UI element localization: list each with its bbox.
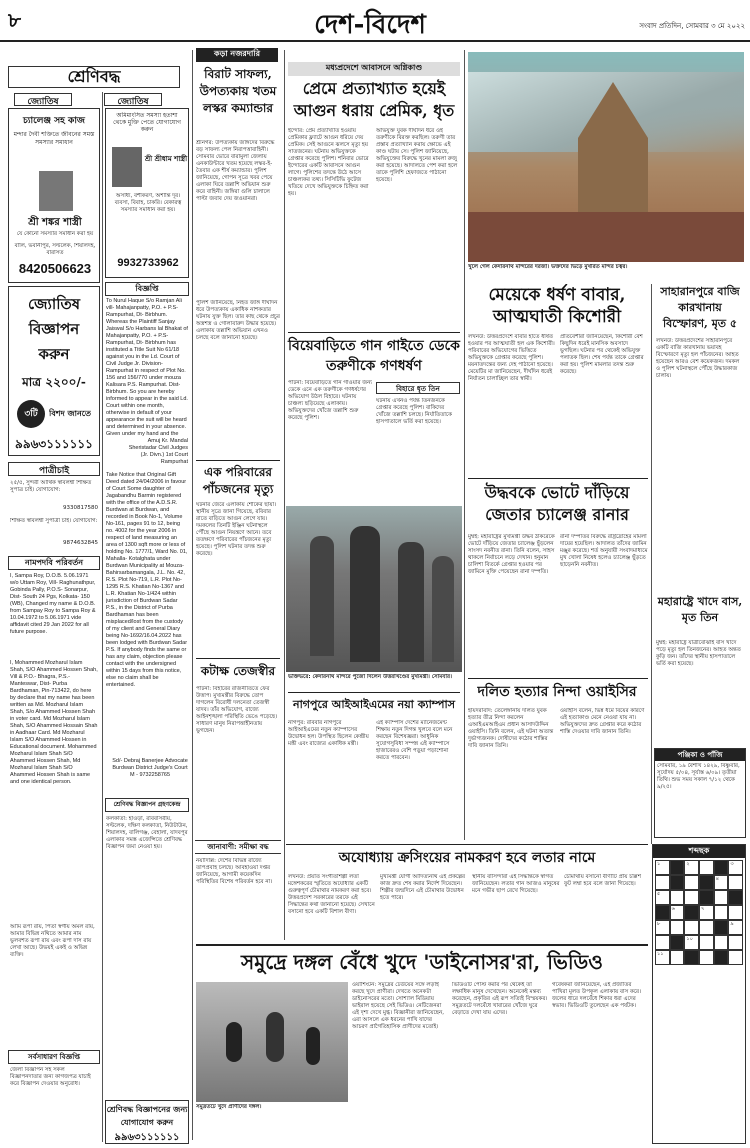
jnv-label: জানাবাণী: সমীক্ষা বদ্ধ xyxy=(195,840,281,854)
photo-bird-3 xyxy=(306,1027,320,1065)
ad1-top: চ্যালেঞ্জ সহ কাজ xyxy=(23,116,85,126)
bihar-label: বিহারে ধৃত তিন xyxy=(376,382,460,394)
col3-rule-2 xyxy=(196,658,280,659)
panjika-text: সোমবার, ১৯ বৈশাখ ১৪২৯, বিষ্ণুবার, সূর্যোদয় ৫/০৪, সূর্যাস্ত ৬/০৯। তৃতীয়া তিথি। শুভ সময় সকাল ৭/১২ থেকে ৯/২৫। xyxy=(657,763,740,790)
right-headline-5: দলিত হত্যার নিন্দা ওয়াইসির xyxy=(477,684,637,700)
astro-ad-photo xyxy=(112,147,142,187)
notice-label: সর্বসাধারণ বিজ্ঞপ্তি xyxy=(8,1050,100,1064)
classifieds-title: শ্রেণিবদ্ধ xyxy=(67,67,121,86)
ayodhya-text-b: মুখ্যমন্ত্রী যোগী আদিত্যনাথ এই প্রকল্পের কাজ দ্রুত শেষ করার নির্দেশ দিয়েছেন। শিল্পীর জন্মদিনে এই চৌমাথার উদ্বোধন হতে পারে। xyxy=(380,874,466,901)
col4-text-2b: ঘটনায় এখনও পর্যন্ত তিনজনকে গ্রেপ্তার করেছে পুলিশ। বাকিদের খোঁজে তল্লাশি চলছে। নির্যাতিতাকে হাসপাতালে ভর্তি করা হয়েছে। xyxy=(376,398,452,425)
photo-figure-1 xyxy=(310,536,334,656)
photo-crowd xyxy=(468,212,744,262)
bigyapti-label: বিজ্ঞপ্তি xyxy=(105,282,189,296)
ayodhya-text: লখনউ: প্রয়াত সংগীতশিল্পী লতা মঙ্গেশকরের স্মৃতিতে অযোধ্যার একটি গুরুত্বপূর্ণ চৌমাথার নামকরণ করা হবে। উত্তরপ্রদেশ সরকারের তরফে এই সিদ্ধান্তের কথা জানানো হয়েছে। সেখানে বসানো হবে একটি বিশাল বীণা। xyxy=(288,874,375,915)
right-text-3b: রানা দম্পতির বিরুদ্ধে রাষ্ট্রদ্রোহের মামলা দায়ের হয়েছিল। আদালত তাঁদের জামিন মঞ্জুর করেছে। শর্ত অনুযায়ী সংবাদমাধ্যমে মুখ খোলা নিষেধ হলেও চ্যালেঞ্জ ছুঁড়তে ছাড়েননি নবনীত। xyxy=(560,534,648,568)
dateline: সংবাদ প্রতিদিন, সোমবার ৩ মে ২০২২ xyxy=(639,22,745,30)
classifieds-banner xyxy=(8,66,180,88)
crossword-grid: ১ ২ ৩ ৪ ৫ ৬ ৭ ৮ ৯ ১০ ১১ xyxy=(655,860,743,965)
right-text-1: লখনউ: উত্তরপ্রদেশে বাবার হাতে ধর্ষিত হওয়ার পর আত্মঘাতী হল এক কিশোরী। পরিবারের অভিযোগের ভিত্তিতে অভিযুক্তকে গ্রেপ্তার করেছে পুলিশ। ময়নাতদন্তের জন্য দেহ পাঠানো হয়েছে। মেয়েটির মা জানিয়েছেন, দীর্ঘদিন ধরেই নির্যাতন চালাচ্ছিল তার স্বামী। xyxy=(468,334,555,382)
patra-text-1: ২৫/৫, সুন্দরী আর্থিক স্বাবলম্বী শিক্ষিত সুপাত্র চাই। যোগাযোগ: xyxy=(10,480,92,493)
astro-label-2: জ্যোতিষ xyxy=(104,93,162,106)
patra-text-2: শিক্ষিত স্বাবলম্বী সুপাত্রী চাই। যোগাযোগ: xyxy=(10,518,98,524)
photo-bird-2 xyxy=(266,1012,284,1062)
right-headline-4: মহারাষ্ট্রে খাদে বাস, মৃত তিন xyxy=(657,595,743,624)
kaksha-label: কড়া নজরদারি xyxy=(196,48,278,62)
ad2-phone: ৯৯৬৩১১১১১১ xyxy=(15,437,93,451)
bottom-photo xyxy=(196,982,348,1102)
name-change-label: নামপদবি পরিবর্তন xyxy=(8,556,100,570)
ayodhya-headline: অযোধ্যায় ক্রসিংয়ের নামকরণ হবে লতার নামে xyxy=(338,850,596,866)
ad1-address: বালি, ভবানীপুর, সল্টলেক, শিয়ালদহ, বারাসত xyxy=(14,243,96,256)
left-divider xyxy=(102,92,103,1142)
astro-ad-shridham xyxy=(105,108,189,278)
ad2-badge: ৩টি xyxy=(17,400,45,428)
ad1-foot: যে কোনো সমস্যার সমাধান করা হয় xyxy=(16,231,94,237)
ayodhya-rule-top xyxy=(286,844,648,845)
panjika-label: পঞ্জিকা ও পাঁজি xyxy=(655,749,745,761)
tender-sign: Sd/- Debraj Banerjee Advocate Burdwan District Judge's Court M - 9732258765 xyxy=(112,758,188,778)
col3-text-1b: পুলিশ জানিয়েছে, নিহত জঙ্গি দীর্ঘদিন ধরে উপত্যকায় একাধিক নাশকতার ঘটনায় যুক্ত ছিল। তার কাছ থেকে প্রচুর অস্ত্রশস্ত্র ও গোলাবারুদ উদ্ধার হয়েছে। এলাকায় তল্লাশি অভিযান এখনও চলছে বলে জানানো হয়েছে। xyxy=(196,300,280,341)
notice-text: জেলা বিজ্ঞাপন সহ সকল বিজ্ঞাপনদাতার জন্য কাগজপত্র যাচাই করে বিজ্ঞাপন দেওয়ার অনুরোধ। xyxy=(10,1067,91,1087)
right-text-5b: ওয়াইসি বলেন, ভিন্ন ধর্মে বিয়ের কারণে এই হত্যাকাণ্ড মেনে নেওয়া যায় না। অভিযুক্তদের দ্রুত গ্রেপ্তার করে কঠোর শাস্তি দেওয়ার দাবি জানান তিনি। xyxy=(560,708,645,735)
col4-divider xyxy=(464,50,465,840)
tender-text: Take Notice that Original Gift Deed dated 24/04/2006 in favour of Court Some daughter of Jagabandhu Barmin registered with the office of the A.D.S.R. Burdwan at Burdwan, and recorded in Book No-1, Volume No-161, pages 91 to 12, being no. 4002 for the year 2006 in respect of land measuring an area of 1300 sqft more or less of holding No. 1777/1, Ward No. 01, Mahalla- Kotalghata under Burdwan Municipality at Mouza- Bahirsarbamangala, J.L. No. 42, R.S. Plot No-719, L.R. Plot No-1295 R.S. Khatian No-1367 and L.R. Khatian No-1/424 within jurisdiction of Burdwan Sadar P.S., in the District of Purba Bardhaman has been misplaced/lost from the custody of my client and General Diary being No-1692/16.04.2022 has been lodged with Burdwan Sadar P.S. If anybody finds the same or has any claim, objection please contact with the undersigned within 15 days from this notice, else no claim shall be entertained. xyxy=(106,472,188,688)
right-headline-1: মেয়েকে ধর্ষণ বাবার, আত্মঘাতী কিশোরী xyxy=(488,285,626,327)
section-title: দেশ-বিদেশ xyxy=(314,10,426,36)
name-change-text-2: I, Mohammed Mozharul Islam Shah, S/O Ahammed Hossen Shah, Vill & P.O.- Bhagra, P.S.- Manteswar, Dist- Purba Bardhaman, Pin-713422, do here by declare that my name has been written as Md. Mozharul Islam Shah, S/o Ahammed Hossen Shah in voter card. Md Mozharul Islam Shah, S/O Ahammed Hossain Shah in Aadhaar Card. Md Mozharul Islam S/O Ahammed Hossen in Educational document. Mohammed Mozharul Islam Shah S/O Ahammed Hossen Shah, Md Mozharul Islam Shah S/O Ahammed Hossen Shah is same and one identical person. xyxy=(10,660,98,785)
patra-label: পাত্রীচাই xyxy=(8,462,100,476)
col4-text-2: পাটনা: বিয়েবাড়িতে গান গাওয়ার জন্য ডেকে এনে এক তরুণীকে গণধর্ষণের অভিযোগ উঠল বিহারে। ঘটনায় চাঞ্চল্য ছড়িয়েছে এলাকায়। অভিযুক্তদের খোঁজে তল্লাশি শুরু করেছে পুলিশ। xyxy=(288,380,372,421)
right-rule-1 xyxy=(468,478,648,479)
crossword-label: শব্দছক xyxy=(653,845,745,858)
col4-rule-2 xyxy=(288,692,460,693)
temple-caption: খুলে গেল কেদারনাথ মন্দিরের দরজা। ভক্তদের ভিড়ে মুখরিত মন্দির চত্বর। xyxy=(468,264,628,270)
astro-ad-desc: অসাধ্য, বশীকরণ, অশান্তি দূর। ব্যবসা, বিবাহ, চাকরি। বেকারত্ব সমস্যার সমাধান করা হয়। xyxy=(114,193,182,213)
right-text-5: হায়দরাবাদ: তেলেঙ্গানায় দলিত যুবক হত্যার তীব্র নিন্দা করলেন এআইএমআইএম প্রধান আসাদউদ্দিন ওয়াইসি। তিনি বলেন, এই ঘটনা অত্যন্ত দুর্ভাগ্যজনক। দোষীদের কঠোর শাস্তির দাবি জানান তিনি। xyxy=(468,708,554,749)
jnv-text: নয়াদিল্লি: দেশের বিভিন্ন রাজ্যে তাপপ্রবাহ চলছে। আবহাওয়া দপ্তর জানিয়েছে, আগামী কয়েকদিন পরিস্থিতির বিশেষ পরিবর্তন হবে না। xyxy=(196,858,273,885)
kedarnath-caption: ভক্তিভরে: কেদারনাথ মন্দিরে পুজো দিলেন উত্তরাখণ্ডের মুখ্যমন্ত্রী। সোমবার। xyxy=(288,674,452,680)
right-text-4: মুম্বই: মহারাষ্ট্রে যাত্রীবোঝাই বাস খাদে পড়ে মৃত্যু হল তিনজনের। আহত অন্তত কুড়ি জন। তাঁদের স্থানীয় হাসপাতালে ভর্তি করা হয়েছে। xyxy=(656,640,741,667)
col4-headline-3: নাগপুরে আইআইএমের নয়া ক্যাম্পাস xyxy=(293,698,455,711)
header-rule xyxy=(0,40,750,42)
ad1-name: শ্রী শঙ্কর শাস্ত্রী xyxy=(28,217,82,228)
right-inner-divider xyxy=(651,284,652,844)
name-change-text-3: আমি রূপা রায়, পিতা স্বর্গীয় অমল রায়, আমার বিভিন্ন নথিতে আমার নাম ভুলবশত রূপা রায় এবং রূপা দাস রায় লেখা আছে। উভয়ই একই ও অভিন্ন ব্যক্তি। xyxy=(10,924,95,958)
col4-body-b: অভিযুক্ত যুবক দীর্ঘদিন ধরে ওই তরুণীকে বিরক্ত করছিল। তরুণী তার প্রস্তাব প্রত্যাখ্যান করায় ক্ষোভে এই কাণ্ড ঘটায় সে। পুলিশ জানিয়েছে, অভিযুক্তের বিরুদ্ধে খুনের মামলা রুজু করা হয়েছে। আদালতে পেশ করা হলে তাকে পুলিশি হেফাজতে পাঠানো হয়েছে। xyxy=(376,128,458,183)
astro-ad-phone: 9932733962 xyxy=(117,257,179,269)
col3-headline-2: এক পরিবারের পাঁচজনের মৃত্যু xyxy=(202,465,274,496)
page-number: ৮ xyxy=(8,8,21,32)
col2-divider xyxy=(192,50,193,1140)
col4-rule-1 xyxy=(288,332,460,333)
col4-text-3b: এই ক্যাম্পাস দেশের ম্যানেজমেন্ট শিক্ষায় নতুন দিগন্ত খুলবে বলে মনে করছেন বিশেষজ্ঞরা। আধুনিক সুযোগসুবিধা সম্পন্ন এই ক্যাম্পাসে হাজারেরও বেশি পড়ুয়া পড়াশোনা করতে পারবেন। xyxy=(376,720,453,761)
right-text-1b: প্রতিবেশীরা জানিয়েছেন, কিশোরী বেশ কিছুদিন ধরেই মানসিক অবসাদে ভুগছিল। ঘটনার পর থেকেই অভিযুক্ত পলাতক ছিল। শেষ পর্যন্ত তাকে গ্রেপ্তার করা হয়। পুলিশ মামলার তদন্ত শুরু করেছে। xyxy=(560,334,644,375)
col3-text-1: শ্রীনগর: উপত্যকায় জঙ্গিদের বিরুদ্ধে বড় সাফল্য পেল নিরাপত্তাবাহিনী। সোমবার ভোরে বারামুলা জেলায় এনকাউন্টারে খতম হয়েছে লস্কর-ই-তৈবার এক শীর্ষ কম্যান্ডার। পুলিশ জানিয়েছে, গোপন সূত্রে খবর পেয়ে এলাকা ঘিরে তল্লাশি অভিযান শুরু করে বাহিনী। জঙ্গিরা গুলি চালালে পাল্টা জবাব দেয় জওয়ানরা। xyxy=(196,140,275,202)
ad2-line1: জ্যোতিষ xyxy=(27,295,81,313)
ayodhya-text-c: স্থানীয় বাসিন্দারা এই সিদ্ধান্তকে স্বাগত জানিয়েছেন। লতার গান আজও মানুষের মনে গভীর ছাপ রেখে গিয়েছে। xyxy=(472,874,560,894)
ad2-line2: বিজ্ঞাপন xyxy=(28,320,80,338)
col3-rule-1 xyxy=(196,460,280,461)
astro-ad-name: শ্রী শ্রীধাম শাস্ত্রী xyxy=(144,154,188,163)
bottom-rule xyxy=(196,944,648,946)
col3-text-3: পাটনা: বিহারের রাজনীতিতে ফের উত্তাপ। মুখ্যমন্ত্রীর বিরুদ্ধে তোপ দাগলেন বিরোধী দলনেতা তেজস্বী যাদব। তাঁর অভিযোগ, রাজ্যে আইনশৃঙ্খলা পরিস্থিতি ভেঙে পড়েছে। সাধারণ মানুষ নিরাপত্তাহীনতায় ভুগছেন। xyxy=(196,686,278,734)
ayodhya-text-d: চৌমাথায় বসানো বীণাটি প্রায় চল্লিশ ফুট লম্বা হবে বলে জানা গিয়েছে। xyxy=(564,874,641,887)
ad1-photo xyxy=(39,171,73,211)
right-text-3: মুম্বই: মহারাষ্ট্রের মুখ্যমন্ত্রী উদ্ধব ঠাকরেকে ভোটে দাঁড়িয়ে জেতার চ্যালেঞ্জ ছুঁড়লেন সাংসদ নবনীত রানা। তিনি বলেন, সাহস থাকলে নির্বাচনে লড়ে দেখান। হনুমান চালিশা বিতর্কে গ্রেপ্তার হওয়ার পর জামিনে মুক্তি পেয়েছেন রানা দম্পতি। xyxy=(468,534,555,575)
astro-ad-shankar xyxy=(8,108,100,283)
photo-bird-1 xyxy=(226,1022,242,1062)
col3-divider xyxy=(284,50,285,940)
right-headline-2: সাহারানপুরে বাজি কারখানায় বিস্ফোরণ, মৃত ৫ xyxy=(660,285,740,330)
crossword-box xyxy=(652,844,746,1144)
patra-phone-1: 9330817580 xyxy=(63,505,98,511)
page-header xyxy=(0,0,750,40)
right-rule-2 xyxy=(468,678,648,679)
legal-sign: Amuj Kr. Mandal Sheristadar Civil Judges (Jr. Divn.) 1st Court Rampurhat xyxy=(128,438,188,465)
astro-ad-text: অমিমাংসিত সমস্যা হতাশা থেকে মুক্তি পেতে যোগাযোগ করুন xyxy=(113,112,181,133)
bottom-body: ওয়াশিংটন: সমুদ্রের ঢেউয়ের সঙ্গে লড়াই করছে খুদে প্রাণীরা। দেখতে অনেকটা ডাইনোসরের মতো। সোশ্যাল মিডিয়ায় ভাইরাল হয়েছে সেই ভিডিও। নেটিজেনরা এই দৃশ্য দেখে মুগ্ধ। বিজ্ঞানীরা জানিয়েছেন, এরা আসলে এক ধরনের পাখি যাদের আচরণ প্রাগৈতিহাসিক প্রাণীদের মতোই। xyxy=(352,982,445,1030)
name-change-text-1: I, Sampa Roy, D.O.B. 5.06.1971 w/o Uttam Roy, Vill- Raghunathpur, Gobinda Pally, P.O.S- Sonarpur, Dist- South 24 Pgs, Kolkata- 150 (WB), Changed my name & D.O.B. from Sampay Roy to Sampa Roy & 10.04.1972 to 5.06.1971 vide affidavit cited 29 Jan 2022 for all future purpose. xyxy=(10,573,96,635)
footer-ad-2-text: শ্রেণিবদ্ধ বিজ্ঞাপনের জন্য যোগাযোগ করুন xyxy=(106,1104,188,1127)
class-label: শ্রেণিবদ্ধ বিজ্ঞাপন গ্রহণকেন্দ্র xyxy=(105,798,189,812)
ad2-line3: করুন xyxy=(38,345,70,363)
bottom-body-2: ভিডিওটি পোস্ট করার পর থেকেই তা লক্ষাধিক মানুষ দেখেছেন। অনেকেই মন্তব্য করেছেন, প্রকৃতির এই রূপ সত্যিই বিস্ময়কর। সমুদ্রতটে দলবেঁধে খাবারের খোঁজে ঘুরে বেড়াতে দেখা যায় এদের। xyxy=(452,982,548,1016)
panjika-box xyxy=(654,748,746,838)
right-text-2: লখনউ: উত্তরপ্রদেশের সাহারানপুরে একটি বাজি কারখানায় ভয়াবহ বিস্ফোরণে মৃত্যু হল পাঁচজনের। আহত হয়েছেন আরও বেশ কয়েকজন। দমকল ও পুলিশ ঘটনাস্থলে পৌঁছে উদ্ধারকাজ চালায়। xyxy=(656,338,740,379)
ad2-badge-sub: বিশদ জানতে xyxy=(49,407,91,418)
astro-ad-promo xyxy=(8,286,100,456)
bottom-caption: সমুদ্রতটে খুদে প্রাণীদের দঙ্গল। xyxy=(196,1104,262,1110)
col3-headline-1: বিরাট সাফল্য, উপত্যকায় খতম লস্কর কম্যান্ডার xyxy=(199,67,277,115)
photo-figure-4 xyxy=(432,556,454,662)
ad1-desc: মন্দার দৈবী শক্তিতে জীবনের সমস্ত সমস্যার সমাধান xyxy=(13,131,95,146)
col3-headline-3: কটাক্ষ তেজস্বীর xyxy=(200,664,276,678)
photo-figure-3 xyxy=(398,542,424,662)
photo-figure-2 xyxy=(350,526,380,662)
right-headline-3: উদ্ধবকে ভোটে দাঁড়িয়ে জেতার চ্যালেঞ্জ রানার xyxy=(484,483,630,524)
footer-ad-2-phone: ৯৯৬৩১১১১১১ xyxy=(114,1132,180,1143)
col3-text-2: ঘটনার জেরে এলাকায় শোকের ছায়া। স্থানীয় সূত্রে জানা গিয়েছে, রবিবার রাতে বাড়িতে আগুন লেগে যায়। দমকলের তিনটি ইঞ্জিন ঘটনাস্থলে পৌঁছে আগুন নিয়ন্ত্রণে আনে। তবে ততক্ষণে পরিবারের পাঁচজনের মৃত্যু হয়েছে। পুলিশ ঘটনার তদন্ত শুরু করেছে। xyxy=(196,502,277,557)
patra-phone-2: 9874632845 xyxy=(63,540,98,546)
astro-label-1: জ্যোতিষ xyxy=(14,93,72,106)
col4-headline-2: বিয়েবাড়িতে গান গাইতে ডেকে তরুণীকে গণধর্ষণ xyxy=(288,338,460,374)
ad2-price: মাত্র ২২০০/- xyxy=(22,375,86,389)
legal-text: To Nurul Haque S/o Ramjan Ali vill- Mahajanpatty, P.O. + P.S- Rampurhat, Dt- Birbhum. Whereas the Plaintiff Sanjay Jaiswal S/o Harbans lal Bhakat of Mahajanpatty, P.O. + P.S- Rampurhat, Dt- Birbhum has instituted a Title Suit No 61/18 against you in the Ld. Court of Civil Judge Jr. Division- Rampurhat in respect of Plot No. 156 and 156/770 under mouza Kalisara P.S. Rampurhat. Dist-Birbhum. So you are hereby informed to appear in the said Ld. Court within one month, otherwise in default of your appearance the suit will be heard and determined in your absence. Given under my hand and the xyxy=(106,298,188,437)
col4-body: ইন্দোর: প্রেম প্রত্যাখ্যাত হওয়ায় প্রেমিকার ফ্ল্যাটে আগুন ধরিয়ে দেয় প্রেমিক। সেই আগুনে ঝলসে মৃত্যু হয় সাতজনের। ঘটনায় অভিযুক্তকে গ্রেপ্তার করেছে পুলিশ। শনিবার ভোরে ইন্দোরের একটি আবাসনে আগুন লাগে। পুলিশের তদন্তে উঠে আসে চাঞ্চল্যকর তথ্য। সিসিটিভি ফুটেজ খতিয়ে দেখে অভিযুক্তকে চিহ্নিত করা হয়। xyxy=(288,128,369,197)
col4-headline: প্রেমে প্রত্যাখ্যাত হয়েই আগুন ধরায় প্রেমিক, ধৃত xyxy=(293,79,455,120)
col4-text-3: নাগপুর: রবিবার নাগপুরে আইআইএমের নতুন ক্যাম্পাসের উদ্বোধন হল। উপস্থিত ছিলেন কেন্দ্রীয় মন্ত্রী এবং রাজ্যের একাধিক মন্ত্রী। xyxy=(288,720,369,747)
kedarnath-photo xyxy=(286,506,462,672)
bottom-body-3: গবেষকরা জানিয়েছেন, এই প্রজাতির পাখিরা মূলত উপকূল এলাকায় বাস করে। জলের ধারে দলবেঁধে শিকার ধরা এদের স্বভাব। ভিডিওটি তুলেছেন এক পর্যটক। xyxy=(552,982,642,1009)
bottom-headline: সমুদ্রে দঙ্গল বেঁধে খুদে 'ডাইনোসর'রা, ভিডিও xyxy=(240,950,603,974)
class-text: কলকাতা: হাওড়া, রবিবাসরীয়, সল্টলেক, দক্ষিণ কলকাতা, নিউটাউন, শিয়ালদহ, বালিগঞ্জ, বেহালা, যাদবপুর এলাকার সমস্ত এজেন্সিতে শ্রেণিবদ্ধ বিজ্ঞাপন জমা নেওয়া হয়। xyxy=(106,816,188,850)
footer-ad-2 xyxy=(105,1100,189,1144)
col4-kicker: মধ্যপ্রদেশে আবাসনে অগ্নিকাণ্ড xyxy=(288,62,460,76)
ad1-phone: 8420506623 xyxy=(18,261,92,276)
temple-photo xyxy=(468,52,744,262)
